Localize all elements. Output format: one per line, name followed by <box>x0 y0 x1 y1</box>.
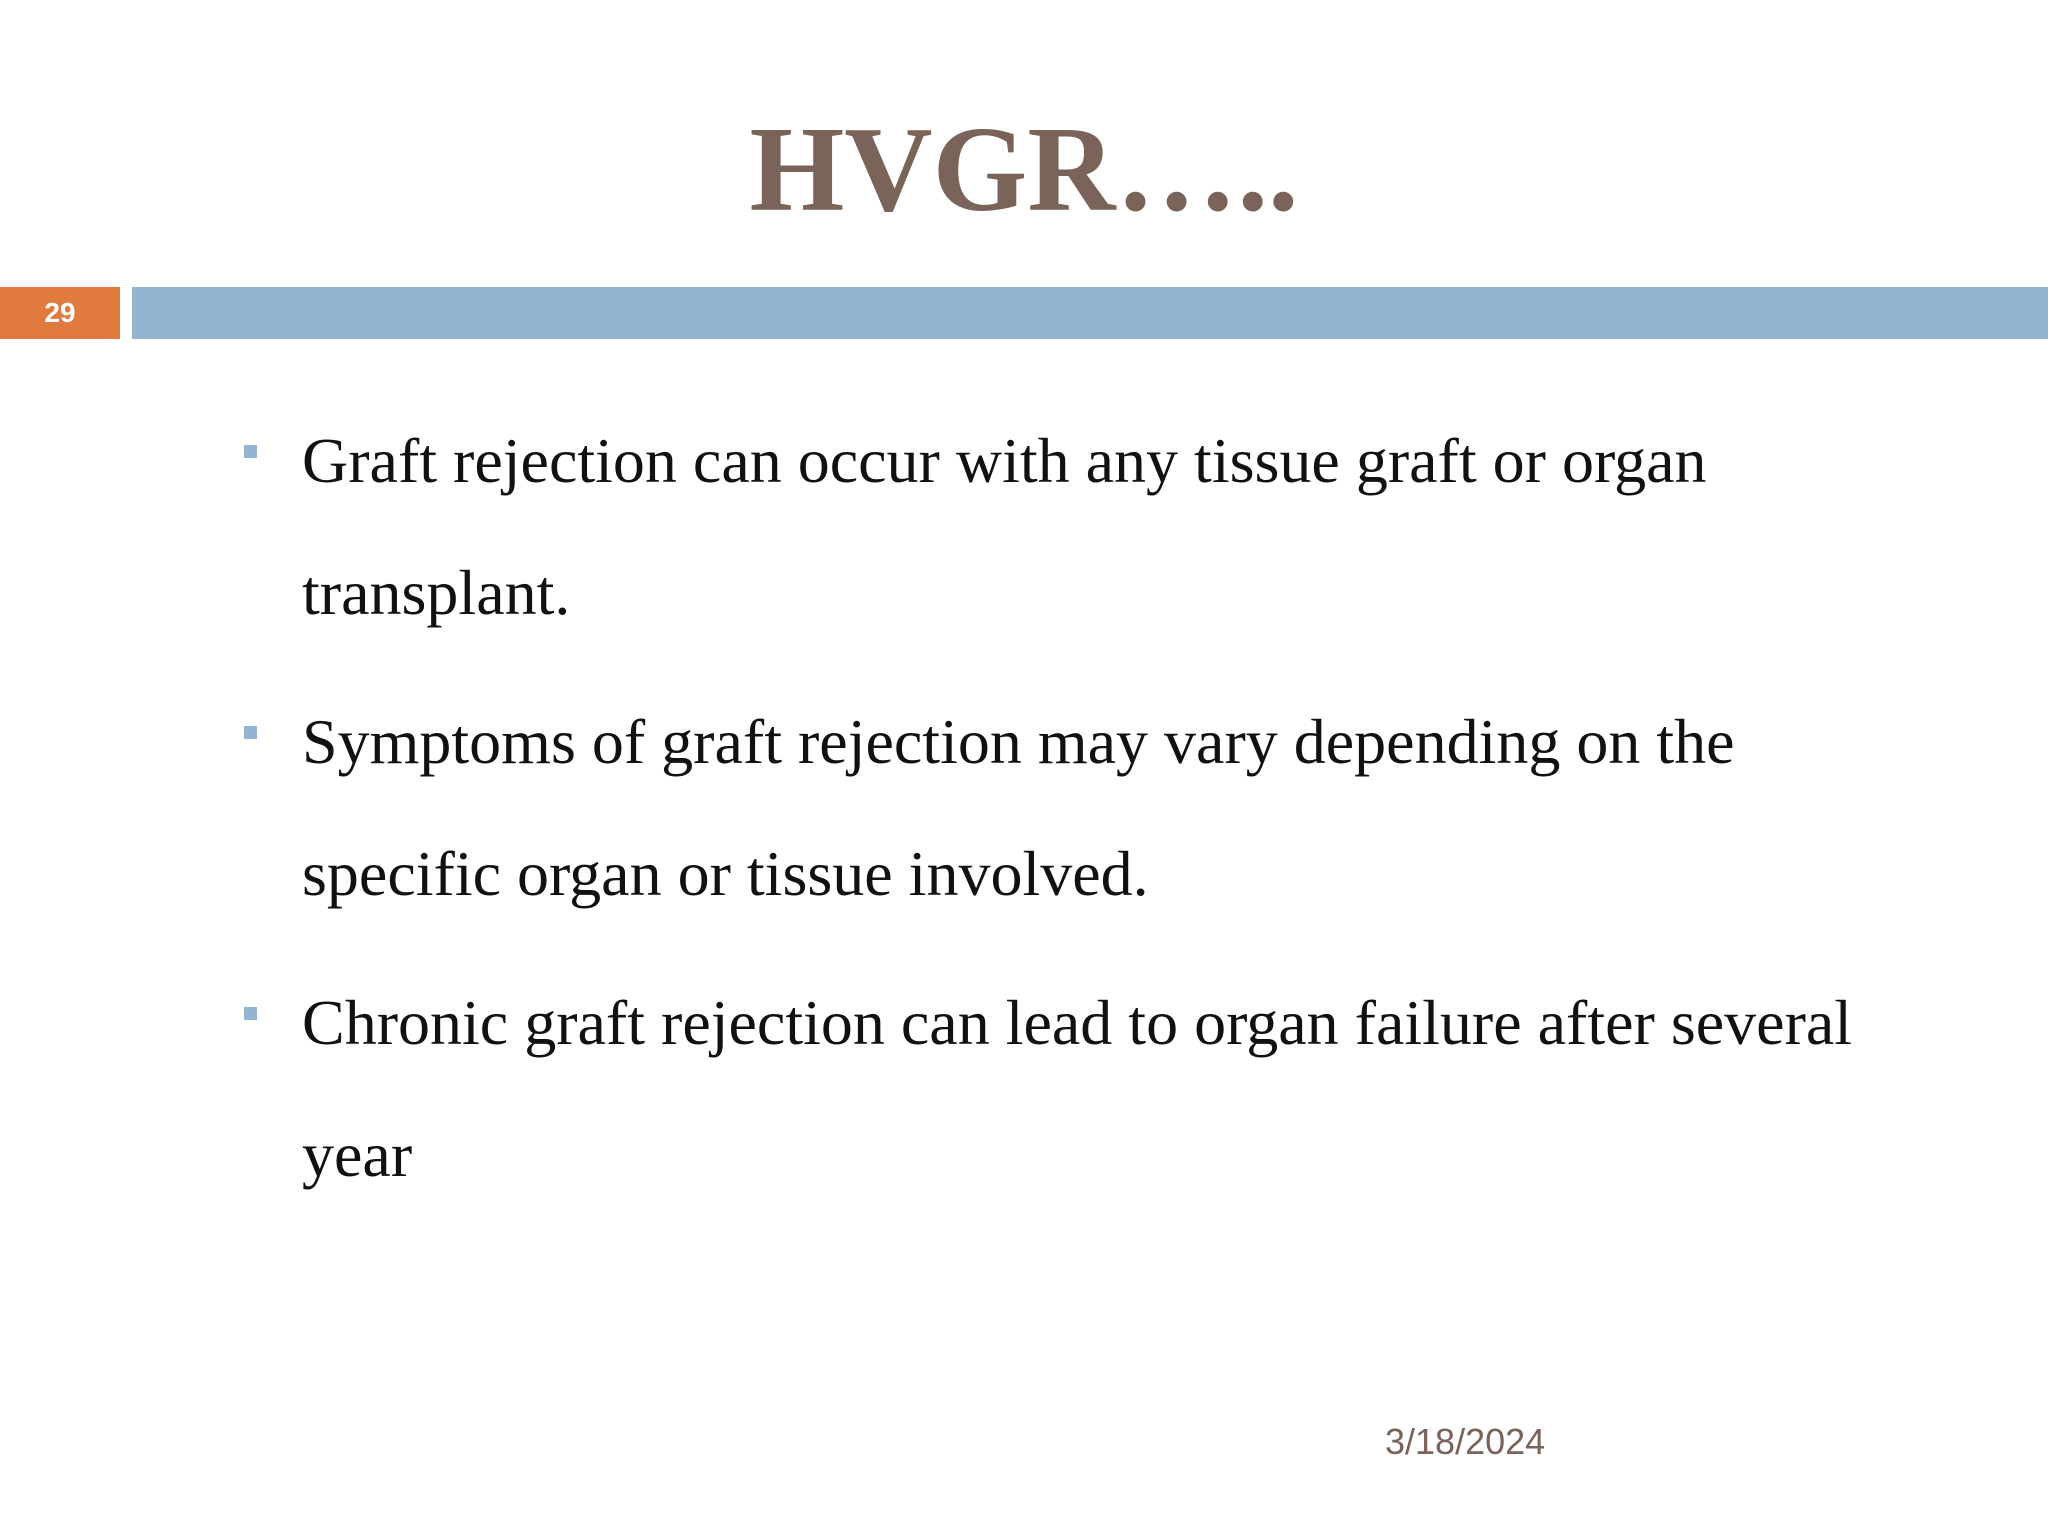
page-number: 29 <box>44 297 76 328</box>
bullet-list <box>240 395 1920 1238</box>
bullet-item <box>240 957 1920 1221</box>
square-bullet-icon <box>244 726 257 739</box>
slide-title: HVGR….. <box>749 102 1299 237</box>
bullet-item <box>240 395 1920 659</box>
square-bullet-icon <box>244 445 257 458</box>
slide-date: 3/18/2024 <box>1385 1421 1546 1462</box>
bullet-text: Graft rejection can occur with any tissue graft or organ transplant. <box>302 425 1707 628</box>
bullet-item <box>240 676 1920 940</box>
title-divider-bar <box>132 287 2048 339</box>
bullet-text: Chronic graft rejection can lead to organ failure after several year <box>302 987 1853 1190</box>
bullet-text: Symptoms of graft rejection may vary depending on the specific organ or tissue involved. <box>302 706 1735 909</box>
square-bullet-icon <box>244 1007 257 1020</box>
page-number-badge <box>0 287 120 339</box>
